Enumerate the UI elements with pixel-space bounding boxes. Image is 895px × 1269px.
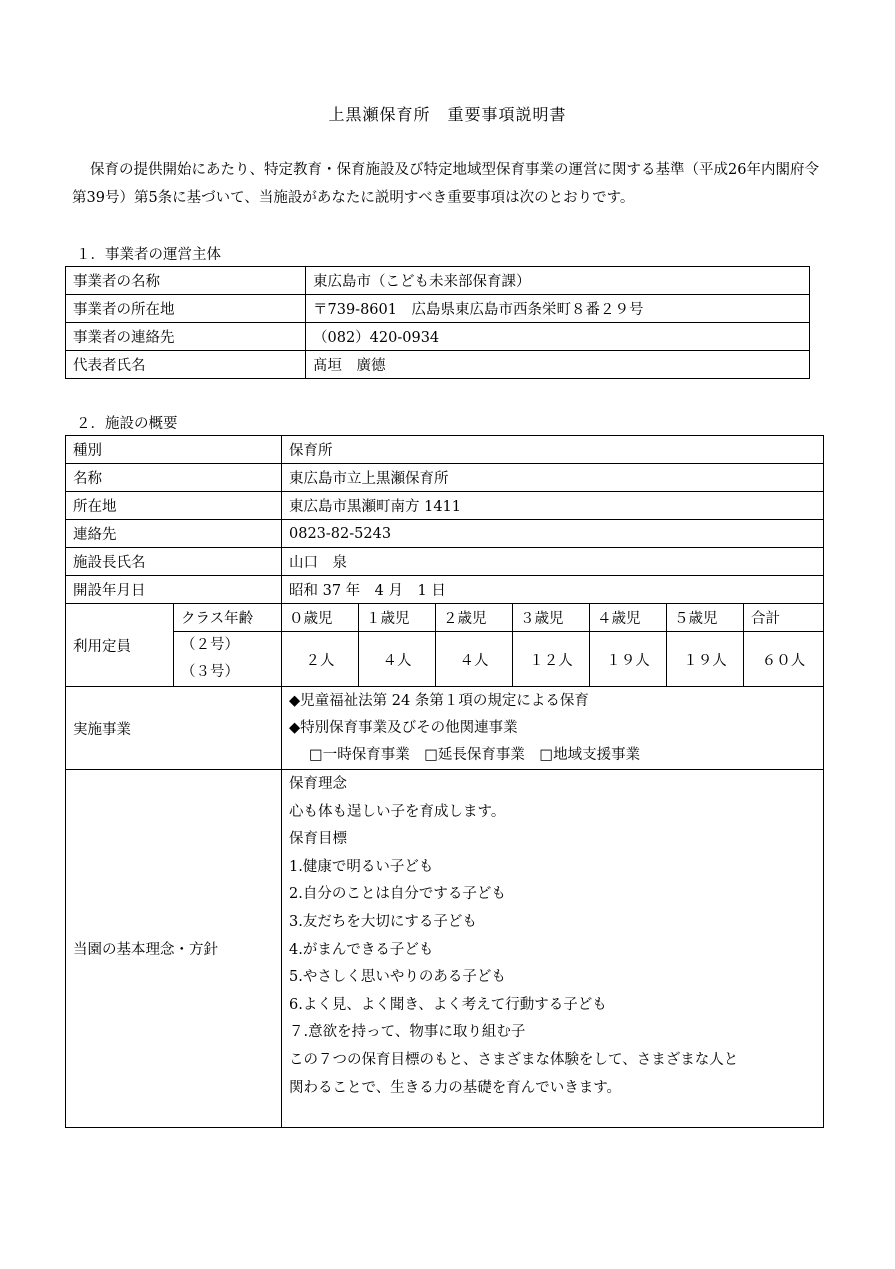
- count-age-5: １９人: [667, 632, 744, 687]
- table-row: [66, 464, 824, 492]
- representative-value: 髙垣 廣德: [306, 351, 810, 379]
- philosophy-row: [66, 770, 824, 1128]
- table-row: [66, 267, 810, 295]
- operator-table: [65, 266, 810, 379]
- facility-name-label: 名称: [66, 464, 282, 492]
- section2-heading: ２．施設の概要: [76, 416, 178, 432]
- philosophy-label: 当園の基本理念・方針: [66, 770, 282, 1128]
- count-age-2: ４人: [436, 632, 513, 687]
- count-total: ６０人: [744, 632, 824, 687]
- operator-address-value: 〒739-8601 広島県東広島市西条栄町８番２９号: [306, 295, 810, 323]
- type-3-label: （３号）: [181, 664, 239, 680]
- phone-value: 0823-82-5243: [282, 520, 824, 548]
- facility-name-value: 東広島市立上黒瀬保育所: [282, 464, 824, 492]
- table-row: [66, 492, 824, 520]
- operator-contact-label: 事業者の連絡先: [66, 323, 306, 351]
- count-age-3: １２人: [513, 632, 590, 687]
- type-label: 種別: [66, 436, 282, 464]
- type-2-label: （２号）: [181, 637, 239, 653]
- age-0-header: ０歳児: [282, 604, 359, 632]
- age-3-header: ３歳児: [513, 604, 590, 632]
- philosophy-line: 関わることで、生きる力の基礎を育んでいきます。: [289, 1079, 622, 1096]
- phone-label: 連絡先: [66, 520, 282, 548]
- age-1-header: １歳児: [359, 604, 436, 632]
- philosophy-line: 1.健康で明るい子ども: [289, 858, 434, 875]
- age-4-header: ４歳児: [590, 604, 667, 632]
- established-value: 昭和 37 年 4 月 1 日: [282, 576, 824, 604]
- philosophy-line: 2.自分のことは自分でする子ども: [289, 886, 506, 903]
- table-row: [66, 436, 824, 464]
- count-age-4: １９人: [590, 632, 667, 687]
- philosophy-line: 保育目標: [289, 831, 347, 848]
- location-label: 所在地: [66, 492, 282, 520]
- philosophy-line: 保育理念: [289, 776, 347, 792]
- table-row: [66, 323, 810, 351]
- director-label: 施設長氏名: [66, 548, 282, 576]
- projects-line-2: ◆特別保育事業及びその他関連事業: [289, 719, 518, 736]
- representative-label: 代表者氏名: [66, 351, 306, 379]
- table-row: [66, 520, 824, 548]
- count-age-1: ４人: [359, 632, 436, 687]
- capacity-types: [174, 632, 282, 687]
- projects-label: 実施事業: [66, 687, 282, 770]
- capacity-header-row: [66, 604, 824, 632]
- philosophy-content: [282, 770, 824, 1128]
- operator-name-value: 東広島市（こども未来部保育課）: [306, 267, 810, 295]
- table-row: [66, 295, 810, 323]
- philosophy-line: ７.意欲を持って、物事に取り組む子: [289, 1024, 526, 1041]
- projects-line-3: □一時保育事業 □延長保育事業 □地域支援事業: [309, 746, 641, 763]
- total-header: 合計: [744, 604, 824, 632]
- age-5-header: ５歳児: [667, 604, 744, 632]
- philosophy-line: この７つの保育目標のもと、さまざまな体験をして、さまざまな人と: [289, 1051, 739, 1068]
- capacity-count-row: [66, 632, 824, 687]
- director-value: 山口 泉: [282, 548, 824, 576]
- operator-name-label: 事業者の名称: [66, 267, 306, 295]
- age-2-header: ２歳児: [436, 604, 513, 632]
- facility-table: [65, 435, 824, 1128]
- document-title: 上黒瀬保育所 重要事項説明書: [328, 105, 567, 124]
- table-row: [66, 548, 824, 576]
- projects-line-1: ◆児童福祉法第 24 条第１項の規定による保育: [289, 692, 589, 709]
- table-row: [66, 351, 810, 379]
- table-row: [66, 576, 824, 604]
- philosophy-line: 心も体も逞しい子を育成します。: [289, 803, 506, 820]
- type-value: 保育所: [282, 436, 824, 464]
- class-age-label: クラス年齢: [174, 604, 282, 632]
- operator-address-label: 事業者の所在地: [66, 295, 306, 323]
- established-label: 開設年月日: [66, 576, 282, 604]
- projects-row: [66, 687, 824, 770]
- operator-contact-value: （082）420-0934: [306, 323, 810, 351]
- projects-content: [282, 687, 824, 770]
- philosophy-line: 3.友だちを大切にする子ども: [289, 913, 477, 930]
- capacity-label: 利用定員: [66, 604, 174, 687]
- philosophy-line: 4.がまんできる子ども: [289, 941, 434, 958]
- philosophy-line: 5.やさしく思いやりのある子ども: [289, 969, 506, 986]
- intro-paragraph: 保育の提供開始にあたり、特定教育・保育施設及び特定地域型保育事業の運営に関する基準（平成26年内閣府令第39号）第5条に基づいて、当施設があなたに説明すべき重要事項は次のとおりです。: [72, 162, 819, 206]
- section1-heading: １．事業者の運営主体: [76, 247, 221, 263]
- philosophy-line: 6.よく見、よく聞き、よく考えて行動する子ども: [289, 996, 607, 1013]
- location-value: 東広島市黒瀬町南方 1411: [282, 492, 824, 520]
- count-age-0: ２人: [282, 632, 359, 687]
